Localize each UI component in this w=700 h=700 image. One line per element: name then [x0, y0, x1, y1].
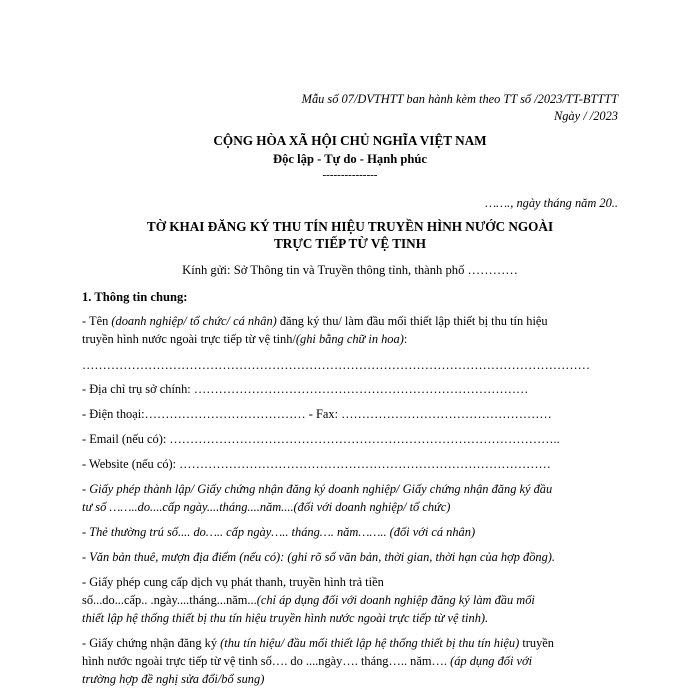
lease-document-field: [82, 549, 555, 565]
paytv-license-line1: - Giấy phép cung cấp dịch vụ phát thanh, truyền hình trả tiền: [82, 575, 384, 589]
text-run: truyền hình nước ngoài trực tiếp từ vệ tinh/: [82, 332, 296, 346]
text-run: truyền: [519, 636, 555, 650]
text-run: (ghi bằng chữ in hoa): [295, 332, 404, 346]
document-title-line1: TỜ KHAI ĐĂNG KÝ THU TÍN HIỆU TRUYỀN HÌNH NƯỚC NGOÀI: [146, 219, 554, 234]
text-run: (chỉ áp dụng đối với doanh nghiệp đăng ký làm đầu mối: [256, 593, 535, 607]
business-license-line1: - Giấy phép thành lập/ Giấy chứng nhận đăng ký doanh nghiệp/ Giấy chứng nhận đăng ký đầu: [82, 482, 553, 496]
website-field: - Website (nếu có): ………………………………………………………………………………: [82, 457, 551, 471]
business-license-line2: tư số ……..do....cấp ngày....tháng....năm....(đối với doanh nghiệp/ tổ chức): [82, 500, 451, 514]
template-ref-line2: Ngày / /2023: [553, 109, 618, 123]
text-run: (doanh nghiệp/ tổ chức/ cá nhân): [111, 314, 277, 328]
text-run: (ghi rõ số văn bản, thời gian, thời hạn của hợp đồng).: [287, 550, 556, 564]
entity-name-line2: [82, 331, 407, 347]
entity-name-blank: ……………………………………………………………………………………………………………: [82, 358, 591, 372]
email-field: - Email (nếu có): …………………………………………………………………………………..: [82, 432, 560, 446]
registration-cert-line3: trường hợp đề nghị sửa đổi/bổ sung): [82, 672, 265, 686]
text-run: :: [403, 332, 408, 346]
header-divider: ---------------: [322, 169, 378, 181]
text-run: - Tên: [82, 314, 112, 328]
address-field: - Địa chỉ trụ sở chính: ………………………………………………………………………: [82, 382, 529, 396]
phone-fax-field: - Điện thoại:………………………………… - Fax: ……………………………………………: [82, 407, 552, 421]
text-run: (thu tín hiệu/ đầu mối thiết lập hệ thống thiết bị thu tín hiệu): [220, 636, 520, 650]
text-run: số...do...cấp.. .ngày....tháng...năm...: [82, 593, 257, 607]
document-title-line2: TRỰC TIẾP TỪ VỆ TINH: [274, 236, 426, 251]
date-line: ……., ngày tháng năm 20..: [485, 196, 618, 210]
paytv-license-line2: [82, 592, 535, 608]
recipient-line: Kính gửi: Sở Thông tin và Truyền thông tỉnh, thành phố …………: [182, 263, 518, 277]
section1-heading: 1. Thông tin chung:: [82, 290, 188, 304]
text-run: - Văn bản thuê, mượn địa điểm (nếu có):: [82, 550, 288, 564]
template-ref-line1: Mẫu số 07/DVTHTT ban hành kèm theo TT số /2023/TT-BTTTT: [301, 92, 618, 106]
nation-title: CỘNG HÒA XÃ HỘI CHỦ NGHĨA VIỆT NAM: [213, 133, 487, 148]
registration-cert-line1: [82, 635, 554, 651]
text-run: đăng ký thu/ làm đầu mối thiết lập thiết bị thu tín hiệu: [276, 314, 548, 328]
entity-name-line1: [82, 313, 548, 329]
registration-cert-line2: [82, 653, 532, 669]
residence-card-field: - Thẻ thường trú số.... do….. cấp ngày….. tháng…. năm…….. (đối với cá nhân): [82, 525, 476, 539]
paytv-license-line3: thiết lập hệ thống thiết bị thu tín hiệu truyền hình nước ngoài trực tiếp từ vệ tinh).: [82, 611, 489, 625]
text-run: hình nước ngoài trực tiếp từ vệ tinh số…. do ....ngày…. tháng….. năm….: [82, 654, 451, 668]
text-run: (áp dụng đối với: [450, 654, 533, 668]
text-run: - Giấy chứng nhận đăng ký: [82, 636, 221, 650]
national-motto: Độc lập - Tự do - Hạnh phúc: [273, 152, 427, 166]
